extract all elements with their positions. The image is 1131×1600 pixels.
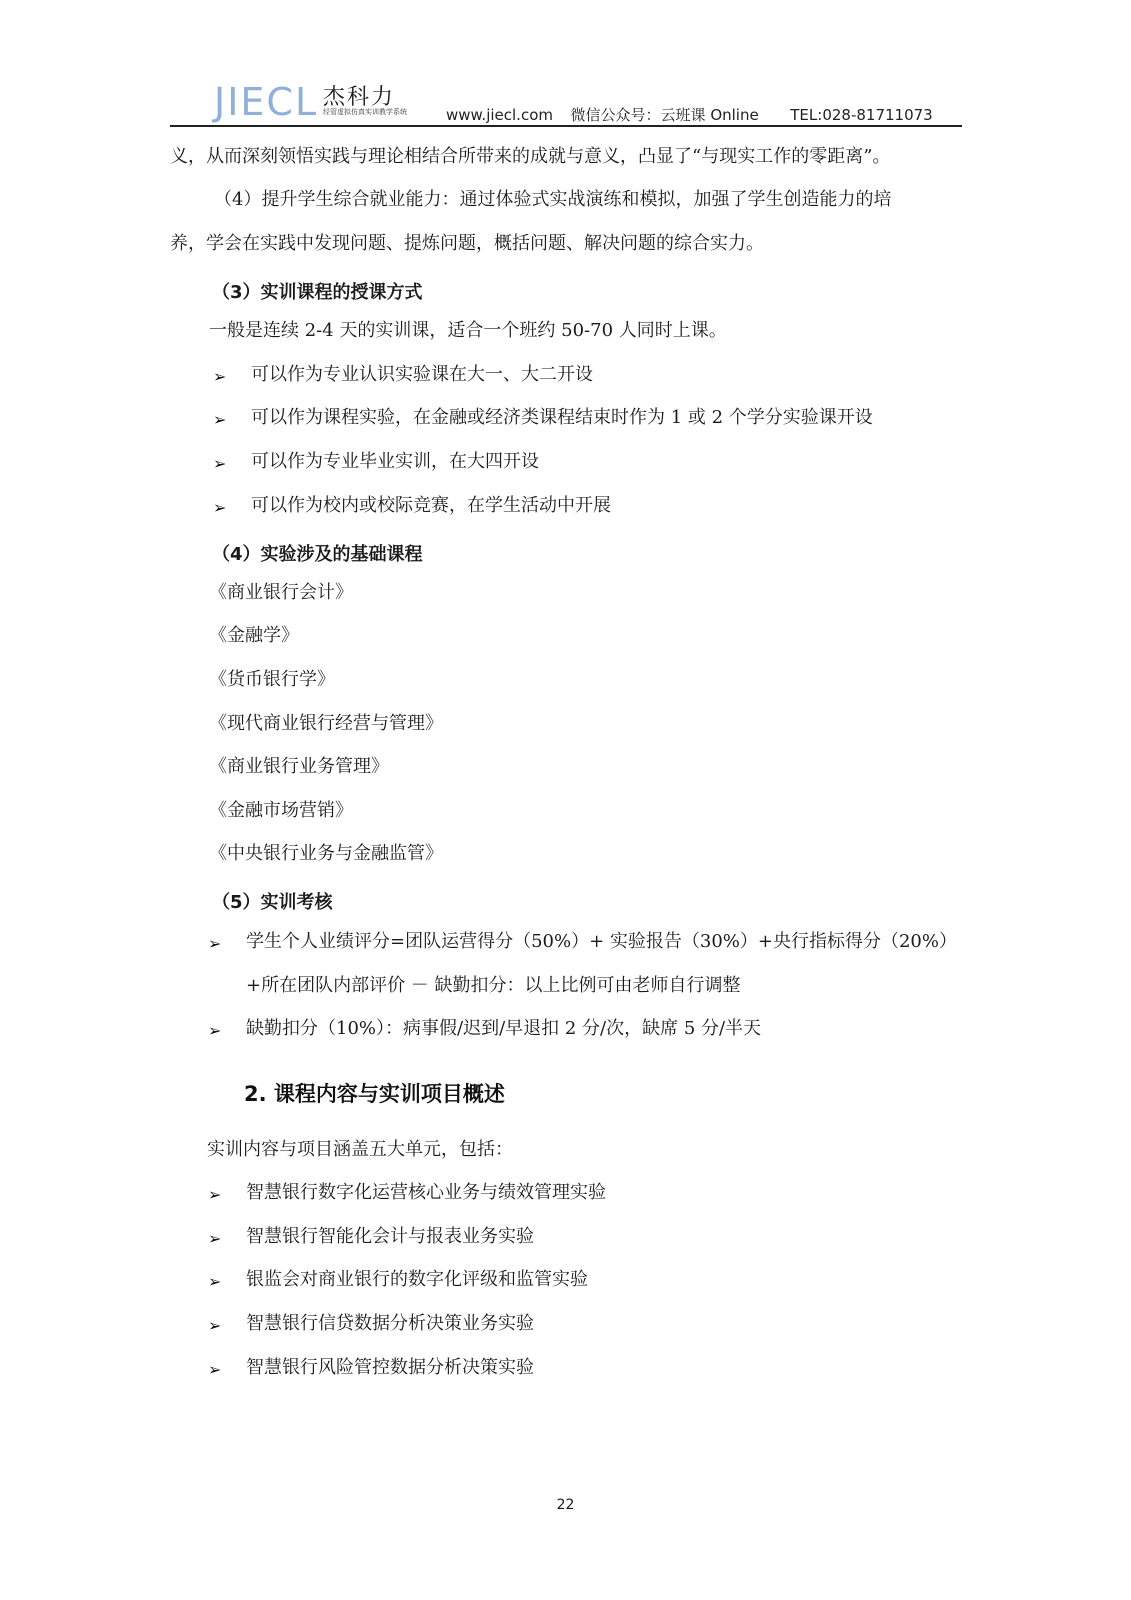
course-title: 《现代商业银行经营与管理》 — [209, 713, 443, 734]
section-heading: （3）实训课程的授课方式 — [212, 282, 423, 303]
logo-jiecl-text: JIECL — [214, 80, 319, 124]
list-item: 可以作为专业认识实验课在大一、大二开设 — [251, 364, 593, 385]
course-title: 《中央银行业务与金融监管》 — [209, 843, 443, 864]
paragraph-line: （4）提升学生综合就业能力：通过体验式实战演练和模拟，加强了学生创造能力的培 — [214, 189, 892, 210]
list-item: 智慧银行信贷数据分析决策业务实验 — [246, 1313, 534, 1334]
logo-chinese-name: 杰科力 — [323, 85, 396, 110]
bullet-arrow-icon: ➢ — [208, 1316, 222, 1335]
paragraph-line: 实训内容与项目涵盖五大单元，包括： — [207, 1139, 513, 1160]
bullet-arrow-icon: ➢ — [213, 498, 227, 517]
list-item: 智慧银行数字化运营核心业务与绩效管理实验 — [246, 1182, 606, 1203]
section-heading: （4）实验涉及的基础课程 — [212, 544, 423, 565]
list-item: 智慧银行风险管控数据分析决策实验 — [246, 1357, 534, 1378]
course-title: 《金融学》 — [209, 625, 299, 646]
list-item: 银监会对商业银行的数字化评级和监管实验 — [246, 1269, 588, 1290]
course-title: 《商业银行业务管理》 — [209, 756, 389, 777]
header-wechat: 微信公众号：云班课 Online — [570, 106, 759, 124]
bullet-arrow-icon: ➢ — [213, 410, 227, 429]
list-item: 可以作为校内或校际竞赛，在学生活动中开展 — [251, 495, 611, 516]
bullet-arrow-icon: ➢ — [208, 1185, 222, 1204]
course-title: 《货币银行学》 — [209, 669, 335, 690]
logo-tagline: 经管虚拟仿真实训教学系统 — [323, 108, 407, 116]
paragraph-line: 一般是连续 2-4 天的实训课，适合一个班约 50-70 人同时上课。 — [209, 320, 727, 341]
course-title: 《商业银行会计》 — [209, 582, 353, 603]
bullet-arrow-icon: ➢ — [208, 1272, 222, 1291]
bullet-arrow-icon: ➢ — [208, 1360, 222, 1379]
list-item: 智慧银行智能化会计与报表业务实验 — [246, 1226, 534, 1247]
bullet-arrow-icon: ➢ — [213, 454, 227, 473]
header-divider — [170, 125, 962, 127]
bullet-arrow-icon: ➢ — [208, 934, 222, 953]
list-item: 缺勤扣分（10%）：病事假/迟到/早退扣 2 分/次，缺席 5 分/半天 — [246, 1018, 762, 1039]
header-website: www.jiecl.com — [446, 106, 553, 124]
header-tel: TEL:028-81711073 — [790, 106, 933, 124]
bullet-arrow-icon: ➢ — [208, 1229, 222, 1248]
list-item: 可以作为专业毕业实训，在大四开设 — [251, 451, 539, 472]
part-heading: 2. 课程内容与实训项目概述 — [244, 1082, 505, 1106]
section-heading: （5）实训考核 — [212, 892, 333, 913]
header-contact — [446, 104, 933, 125]
bullet-arrow-icon: ➢ — [208, 1021, 222, 1040]
page-number: 22 — [556, 1497, 575, 1513]
list-item-continuation: +所在团队内部评价 － 缺勤扣分：以上比例可由老师自行调整 — [246, 975, 741, 996]
list-item: 可以作为课程实验，在金融或经济类课程结束时作为 1 或 2 个学分实验课开设 — [251, 407, 873, 428]
list-item: 学生个人业绩评分=团队运营得分（50%）+ 实验报告（30%）+央行指标得分（20%） — [246, 931, 957, 952]
paragraph-line: 义，从而深刻领悟实践与理论相结合所带来的成就与意义，凸显了“与现实工作的零距离”。 — [170, 146, 891, 167]
course-title: 《金融市场营销》 — [209, 800, 353, 821]
paragraph-line: 养，学会在实践中发现问题、提炼问题，概括问题、解决问题的综合实力。 — [170, 233, 764, 254]
bullet-arrow-icon: ➢ — [213, 367, 227, 386]
